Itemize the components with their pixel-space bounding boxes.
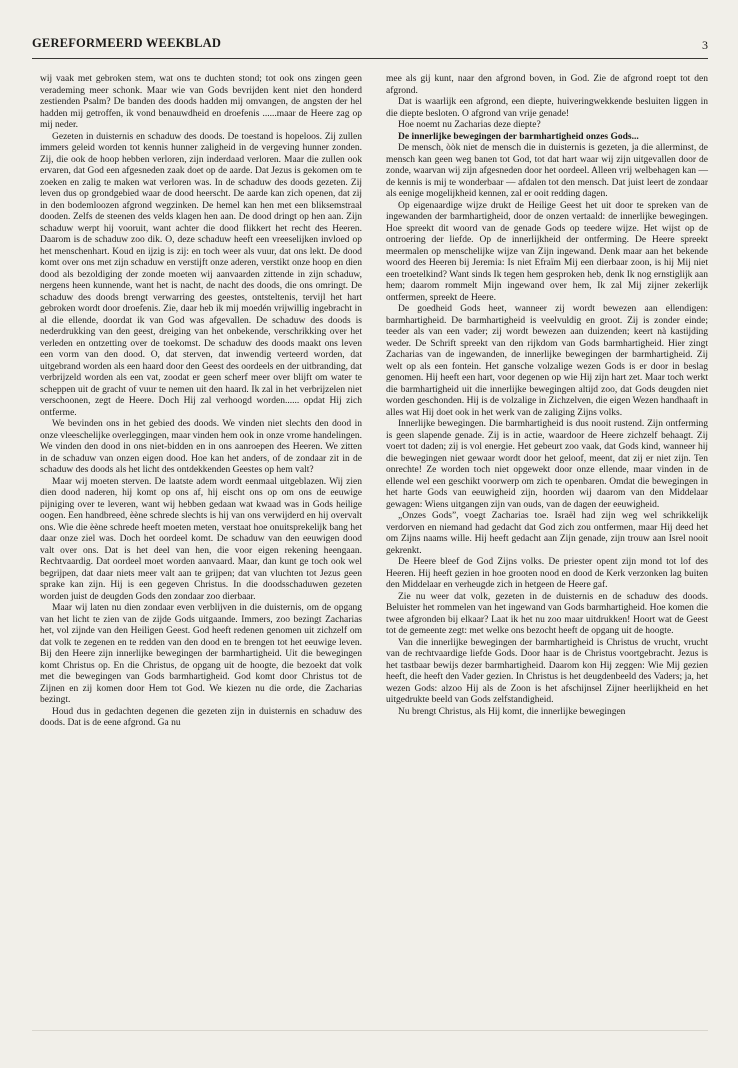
publication-title: GEREFORMEERD WEEKBLAD	[32, 36, 222, 50]
paragraph: mee als gij kunt, naar den afgrond boven, in God. Zie de afgrond roept tot den afgrond.	[386, 74, 708, 96]
paragraph: Maar wij laten nu dien zondaar even verblijven in die duisternis, om de opgang van het licht te zien van de zijde Gods uitgaande. Immers, zoo bezingt Zacharias het, vol zijnde van den Heiligen Geest. God heeft redenen genomen uit zichzelf om dat volk te zegenen en te redden van den dood en te brengen tot het eeuwige leven. Bij den Heere zijn innerlijke bewegingen der barmhartigheid. Uit die bewegingen komt Christus op. En die Christus, de opgang uit de hoogte, die bezoekt dat volk met die bewegingen van Gods barmhartigheid. God komt door Christus tot de Zijnen en zij komen door Hem tot God. We kiezen nu die orde, die Zacharias bezingt.	[40, 603, 362, 705]
paragraph: „Onzes Gods”, voegt Zacharias toe. Israël had zijn weg wel schrikkelijk verdorven en niemand had gedacht dat God zich zou ontfermen, maar Hij deed het om Zijns naams wille. Hij heeft gedacht aan Zijn genade, zijn trouw aan Isrel nooit gekrenkt.	[386, 511, 708, 556]
paragraph: De Heere bleef de God Zijns volks. De priester opent zijn mond tot lof des Heeren. Hij heeft gezien in hoe grooten nood en dood de Kerk verzonken lag buiten den Middelaar en verheugde zich in hetgeen de Heere gaf.	[386, 557, 708, 590]
page-header	[32, 36, 708, 59]
paragraph: Maar wij moeten sterven. De laatste adem wordt eenmaal uitgeblazen. Wij zien dien dood naderen, hij komt op ons af, hij eischt ons op om ons de eeuwige pijniging over te leveren, want wij hebben gedaan wat kwaad was in Gods heilige oogen. Een handbreed, èène schrede slechts is hij van ons verwijderd en hij overvalt ons. Wie die èène schrede heeft moeten meten, verstaat hoe onuitsprekelijk bang het daar onze ziel was. Doch het oordeel komt. De schaduw van den eeuwigen dood valt over ons. Dat is het deel van hen, die voor eigen rekening heengaan. Rechtvaardig. Dat oordeel moet worden aanvaard. Maar, dan kunt ge toch ook wel begrijpen, dat daar niets meer valt aan te grijpen; dat van vluchten tot Jezus geen sprake kan zijn. Hij is een gegeven Christus. In die doodsschaduwen gezeten worden juist de deugden Gods den zondaar zoo dierbaar.	[40, 476, 362, 602]
left-column	[40, 74, 362, 730]
paragraph: Zie nu weer dat volk, gezeten in de duisternis en de schaduw des doods. Beluister het rommelen van het ingewand van Gods barmhartigheid. Hoe komen die twee afgronden bij elkaar? Laat ik het nu zoo maar uitdrukken! Hoort wat de Geest tot de gemeente zegt: met welke ons bezocht heeft de opgang uit de hoogte.	[386, 591, 708, 636]
paragraph: Van die innerlijke bewegingen der barmhartigheid is Christus de vrucht, vrucht van de rechtvaardige liefde Gods. Door haar is de Christus voortgebracht. Jezus is het tastbaar bewijs dezer barmhartigheid. Daarom kon Hij zeggen: Wie Mij gezien heeft, die heeft den Vader gezien. In Christus is het deugdenbeeld des Vaders; ja, het wezen Gods: alzoo Hij als de Zoon is het afschijnsel Zijner heerlijkheid en het uitgedrukte beeld van Gods zelfstandigheid.	[386, 637, 708, 705]
paragraph: Nu brengt Christus, als Hij komt, die innerlijke bewegingen	[398, 706, 626, 717]
paragraph: Op eigenaardige wijze drukt de Heilige Geest het uit door te spreken van de ingewanden der barmhartigheid, door de onzen vertaald: de innerlijke bewegingen. Hoe spreekt dit woord van de genade Gods op teedere wijze. Het wijst op de ontroering der liefde. Op de innerlijkheid der ontferming. De Heere spreekt meermalen op menschelijke wijze van Zijn ingewand. Denk maar aan het bekende woord des Heeren bij Jeremia: Is niet Efraïm Mij een dierbaar zoon, is hij Mij niet een troetelkind? Want sinds Ik tegen hem gesproken heb, denk Ik nog ernstiglijk aan hem; daarom rommelt Mijn ingewand over hem, Ik zal Mij zijner zekerlijk ontfermen, spreekt de Heere.	[386, 200, 708, 303]
paragraph: Houd dus in gedachten degenen die gezeten zijn in duisternis en schaduw des doods. Dat is de eene afgrond. Ga nu	[40, 706, 362, 728]
paragraph: De goedheid Gods heet, wanneer zij wordt bewezen aan ellendigen: barmhartigheid. De barmhartigheid is veelvuldig en groot. Zij is zonder einde; teeder als van een vader; zij wordt bewezen aan duizenden; keert nà kastijding weder. De Schrift spreekt van den rijkdom van Gods barmhartigheid. Hier zingt Zacharias van de ingewanden, de innerlijke bewegingen der barmhartigheid. Zij welt op als een fontein. Het gansche volzalige wezen Gods is er door in beslag genomen. Hij heeft een hart, voor degenen op wie Hij zijn hart zet. Maar toch werkt die barmhartigheid uit die innerlijke bewegingen altijd zoo, dat Gods deugden niet worden geschonden. Hij is de volzalige in Zichzelven, die eigen Wezen handhaaft in alles wat Hij doet ook in het werk van de zaliging Zijns volks.	[386, 304, 708, 418]
page-number: 3	[702, 38, 708, 52]
bold-heading: De innerlijke bewegingen der barmhartigheid onzes Gods...	[398, 131, 639, 142]
paragraph: Hoe noemt nu Zacharias deze diepte?	[398, 120, 541, 130]
paragraph: Innerlijke bewegingen. Die barmhartigheid is dus nooit rustend. Zijn ontferming is geen slapende genade. Zij is in actie, waardoor de Heere zichzelf behaagt. Zij voert tot daden; zij is vol energie. Het gebeurt zoo vaak, dat Gods kind, wanneer hij die bewegingen niet gewaar wordt door het geloof, meent, dat zij er niet zijn. Ten onrechte! Ze worden toch niet opgewekt door onze ellende, maar vinden in de ellende wel een geschikt voorwerp om zich te openbaren. Omdat die bewegingen in het harte Gods van eeuwigheid zijn, hoorden wij daarom van den Middelaar gewagen: Wiens uitgangen zijn van ouds, van de dagen der eeuwigheid.	[386, 419, 708, 510]
paragraph: De mensch, òòk niet de mensch die in duisternis is gezeten, ja die allerminst, de mensch kan geen weg banen tot God, tot dat hart waar wij zijn uitgevallen door de zonde, waarvan wij zijn afgesneden door het oordeel. Alleen vrij welbehagen kan — de kennis is mij te wonderbaar — afdalen tot den mensch. Dat juist leert de zondaar als eenige mogelijkheid kennen, zal er ooit redding dagen.	[386, 143, 708, 199]
paragraph: We bevinden ons in het gebied des doods. We vinden niet slechts den dood in onze vleeschelijke overleggingen, maar vinden hem ook in onze vrome handelingen. We vinden den dood in ons niet-bidden en in ons aanroepen des Heeren. We zitten in de schaduw van onzen eigen dood. Hoe kan het anders, of de zondaar zit in de schaduw des doods als het licht des ontdekkenden Geestes op hem valt?	[40, 419, 362, 475]
paragraph: wij vaak met gebroken stem, wat ons te duchten stond; tot ook ons zingen geen verademing meer schonk. Maar wie van Gods bevrijden kent niet den honderd zestienden Psalm? De banden des doods hadden mij omvangen, de angsten der hel hadden mij getroffen, ik vond benauwdheid en droefenis ......maar de Heere zag op mij neder.	[40, 74, 362, 130]
paragraph: Dat is waarlijk een afgrond, een diepte, huiveringwekkende besluiten liggen in die diepte besloten. O afgrond van vrije genade!	[386, 97, 708, 119]
page-bottom-edge	[32, 1030, 708, 1031]
right-column	[386, 74, 708, 718]
paragraph: Gezeten in duisternis en schaduw des doods. De toestand is hopeloos. Zij zullen immers geleid worden tot kennis hunner zaligheid in de vergeving hunner zonden. Zij, die ook de hoop hebben verloren, zijn inderdaad verloren. Maar die zullen ook ervaren, dat God een afgesneden zaak doet op de aarde. Dat Jezus is gekomen om te zoeken en zalig te maken wat verloren was. In de schaduw des doods gezeten. Zij leven dus op grondgebied waar de dood heerscht. De aarde kan zich openen, dat zij in den bodemloozen afgrond wegzinken. De hemel kan hen met een bliksemstraal dooden. Zelfs de steenen des velds klagen hen aan. De dood dringt op hen aan. Zijn schaduw werpt hij vooruit, want achter die dood flikkert het recht des Heeren. Daarom is de schaduw zoo dik. O, deze schaduw heeft een vreeselijken invloed op het menschenhart. Koud en ijzig is zij: en toch weer als vuur, dat ons lekt. De dood komt over ons met zijn schaduw en verstijft onze aderen, verstikt onze hoop en dien dood als bezoldiging der zonde moeten wij aanvaarden zittende in zijn schaduw, nergens heen kunnende, want het is nacht, de nacht des doods, die ons omringt. De schaduw des doods brengt verwarring des geestes, ontsteltenis, tervijl het hart gebroken wordt door droefenis. Zie, daar heb ik mij moedén vrijwillig ingebracht in al die ellende, doordat ik van God was afgevallen. De schaduw des doods is nederdrukking van den geest, dreiging van het onbekende, verschrikking over het verleden en ontzetting over de toekomst. De schaduw des doods maakt ons leven een vorm van den dood. O, dat sterven, dat inwendig verteerd worden, dat uitgebrand worden als een haard door den Geest des oordeels en der uitbranding, dat verbrijzeld worden als een vat, zoodat er geen scherf meer over blijft om water te scheppen uit de gracht of vuur te nemen uit den haard. Ik zal in het verbrijzelen niet verschoonen, zegt de Heere. Doch Hij zal verhoogd worden...... opdat Hij zich ontferme.	[40, 131, 362, 418]
